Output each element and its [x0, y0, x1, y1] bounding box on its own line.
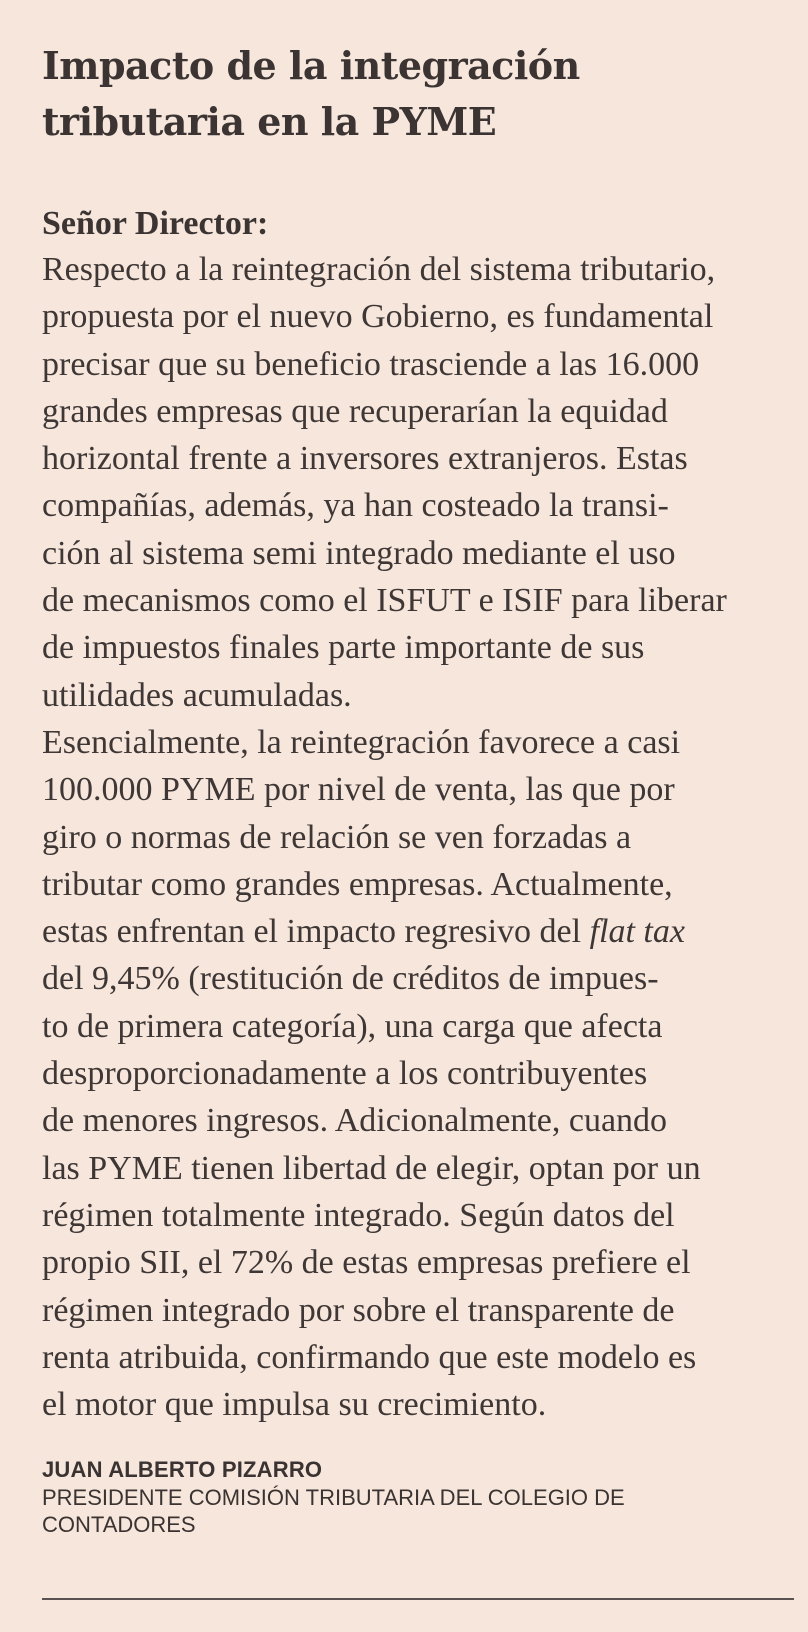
flat-tax-line	[42, 908, 792, 955]
body-line: ción al sistema semi integrado mediante el uso	[42, 534, 676, 572]
body-line: tributar como grandes empresas. Actualmente,	[42, 865, 673, 903]
bottom-divider	[42, 1598, 794, 1600]
flat-tax-italic: flat tax	[589, 913, 685, 951]
body-line: renta atribuida, confirmando que este modelo es	[42, 1338, 697, 1376]
body-line: régimen totalmente integrado. Según datos del	[42, 1196, 675, 1234]
body-line: régimen integrado por sobre el transparente de	[42, 1291, 675, 1329]
author-role-line-1: PRESIDENTE COMISIÓN TRIBUTARIA DEL COLEGIO DE	[42, 1485, 625, 1511]
body-line: desproporcionadamente a los contribuyentes	[42, 1055, 648, 1093]
body-line: Esencialmente, la reintegración favorece a casi	[42, 723, 681, 761]
body-line: to de primera categoría), una carga que afecta	[42, 1007, 663, 1045]
body-line: Respecto a la reintegración del sistema tributario,	[42, 251, 716, 288]
flat-tax-line-prefix: estas enfrentan el impacto regresivo del	[42, 913, 590, 951]
body-line: giro o normas de relación se ven forzadas a	[42, 818, 632, 856]
body-line: precisar que su beneficio trasciende a las 16.000	[42, 345, 700, 383]
salutation: Señor Director:	[42, 205, 269, 242]
signature-block	[42, 1456, 792, 1538]
author-role-line-2: CONTADORES	[42, 1512, 196, 1538]
paragraph-2	[42, 719, 792, 1428]
body-line: de impuestos finales parte importante de sus	[42, 629, 645, 667]
body-line: horizontal frente a inversores extranjeros. Estas	[42, 440, 688, 478]
body-line: del 9,45% (restitución de créditos de impues-	[42, 960, 659, 998]
paragraph-1	[42, 246, 792, 719]
body-line: utilidades acumuladas.	[42, 676, 352, 714]
body-line: grandes empresas que recuperarían la equidad	[42, 392, 668, 430]
body-line: el motor que impulsa su crecimiento.	[42, 1386, 547, 1424]
body-line: propio SII, el 72% de estas empresas prefiere el	[42, 1244, 691, 1282]
body-line: propuesta por el nuevo Gobierno, es fundamental	[42, 298, 714, 336]
body-line: las PYME tienen libertad de elegir, optan por un	[42, 1149, 701, 1187]
body-line: 100.000 PYME por nivel de venta, las que por	[42, 771, 675, 809]
headline	[42, 38, 792, 150]
headline-line-2: tributaria en la PYME	[42, 99, 497, 144]
author-name: JUAN ALBERTO PIZARRO	[42, 1457, 323, 1483]
body-line: compañías, además, ya han costeado la transi-	[42, 487, 669, 525]
headline-line-1: Impacto de la integración	[42, 43, 580, 88]
body-line: de mecanismos como el ISFUT e ISIF para liberar	[42, 582, 727, 620]
body-line: de menores ingresos. Adicionalmente, cuando	[42, 1102, 668, 1140]
letter-article	[42, 38, 792, 1538]
